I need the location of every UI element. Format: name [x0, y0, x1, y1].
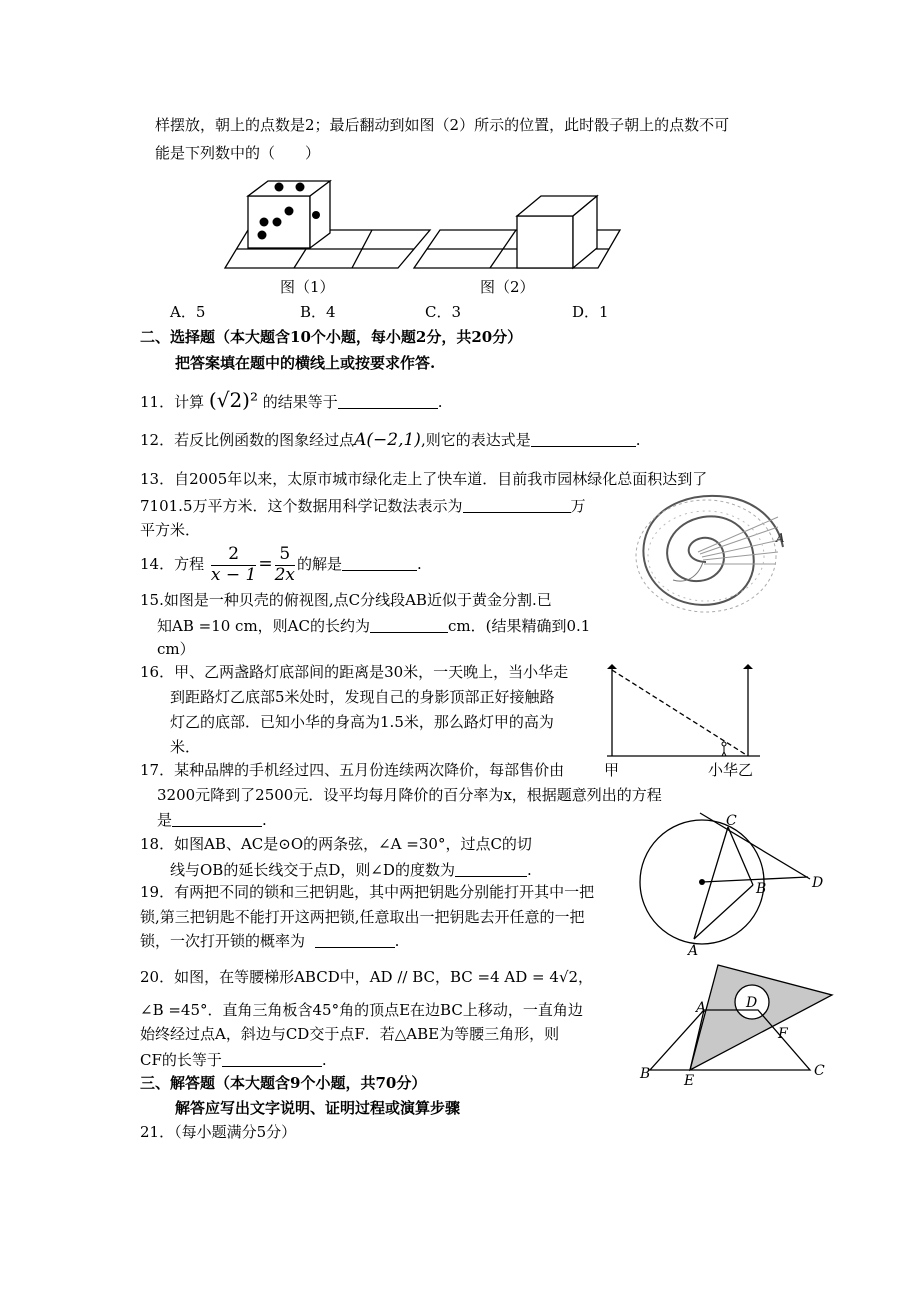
q18-line-2a: 线与OB的延长线交于点D，则∠D的度数为	[170, 861, 455, 879]
q20-line-1: 20．如图，在等腰梯形ABCD中，AD // BC，BC =4 AD = 4√2，	[140, 968, 594, 986]
q17-line-3b: .	[262, 811, 267, 829]
triangle-plate	[690, 965, 832, 1070]
intro-line-1: 样摆放，朝上的点数是2；最后翻动到如图（2）所示的位置，此时骰子朝上的点数不可	[155, 116, 730, 134]
q14-left-denominator: x − 1	[210, 564, 257, 585]
q12-point: A(−2,1)	[354, 430, 421, 450]
option-b: B．4	[300, 303, 336, 321]
trap-label-a: A	[696, 1000, 707, 1016]
q13-line-2a: 7101.5万平方米．这个数据用科学记数法表示为	[140, 497, 463, 515]
q14-number: 14．	[140, 555, 175, 574]
q17-line-3	[157, 812, 267, 828]
q13-line-2	[140, 498, 586, 514]
q18-line-1: 18．如图AB、AC是⊙O的两条弦，∠A =30°，过点C的切	[140, 835, 532, 853]
intro-line-2: 能是下列数中的（ ）	[155, 144, 321, 162]
q15-line-3: cm）	[157, 640, 195, 658]
q14-post: 的解是	[297, 555, 343, 574]
q19-line-2: 锁,第三把钥匙不能打开这两把锁,任意取出一把钥匙去开任意的一把	[140, 908, 585, 926]
q15-line-2a: 知AB =10 cm，则AC的长约为	[157, 617, 370, 635]
trap-label-b: B	[640, 1066, 651, 1082]
section2-title: 二、选择题（本大题含10个小题，每小题2分，共20分）	[140, 328, 523, 346]
q17-line-1: 17．某种品牌的手机经过四、五月份连续两次降价，每部售价由	[140, 761, 565, 779]
option-d: D．1	[572, 303, 609, 321]
light-ray	[612, 670, 748, 756]
lamp-label-jia: 甲	[604, 761, 620, 779]
q13-line-2b: 万	[570, 497, 586, 515]
q20-line-4b: .	[321, 1051, 327, 1069]
q19-line-1: 19．有两把不同的锁和三把钥匙，其中两把钥匙分别能打开其中一把	[140, 883, 595, 901]
section2-instruction: 把答案填在题中的横线上或按要求作答.	[175, 354, 436, 372]
q14-answer-blank[interactable]	[342, 556, 417, 571]
q20-line-4	[140, 1052, 327, 1068]
q12-end: .	[635, 431, 641, 449]
question-11	[140, 390, 443, 410]
q15-line-1: 15.如图是一种贝壳的俯视图,点C分线段AB近似于黄金分割.已	[140, 591, 552, 609]
fig1-caption: 图（1）	[280, 278, 335, 296]
q16-line-2: 到距路灯乙底部5米处时，发现自己的身影顶部正好接触路	[170, 688, 555, 706]
question-14	[140, 545, 422, 585]
q13-line-1: 13．自2005年以来，太原市城市绿化走上了快车道．目前我市园林绿化总面积达到了	[140, 470, 708, 488]
q12-answer-blank[interactable]	[531, 432, 636, 447]
q20-answer-blank[interactable]	[222, 1052, 322, 1067]
q18-answer-blank[interactable]	[455, 862, 527, 877]
question-21-header: 21．（每小题满分5分）	[140, 1123, 297, 1141]
chord-ac	[694, 827, 728, 939]
trap-label-d: D	[746, 995, 758, 1011]
q19-line-3	[140, 933, 399, 949]
q11-expression: (√2)²	[208, 388, 258, 412]
q18-line-2	[170, 862, 532, 878]
tangent-cd	[700, 813, 810, 879]
q20-line-2: ∠B =45°．直角三角板含45°角的顶点E在边BC上移动，一直角边	[140, 1001, 583, 1019]
fig2-caption: 图（2）	[480, 278, 535, 296]
section3-title: 三、解答题（本大题含9个小题，共70分）	[140, 1074, 427, 1092]
shell-label-a: A	[776, 531, 785, 545]
q16-line-3: 灯乙的底部．已知小华的身高为1.5米，那么路灯甲的高为	[170, 713, 554, 731]
lamp-figure	[600, 662, 770, 777]
q17-line-2: 3200元降到了2500元．设平均每月降价的百分率为x，根据题意列出的方程	[157, 786, 662, 804]
chord-cb	[728, 827, 753, 885]
q11-pre: 计算	[174, 393, 205, 411]
q19-line-3-text: 锁，一次打开锁的概率为	[140, 932, 306, 950]
q14-pre: 方程	[174, 555, 205, 574]
q12-pre: 若反比例函数的图象经过点	[174, 431, 355, 449]
trap-label-f: F	[778, 1026, 788, 1042]
q14-right-denominator: 2x	[274, 564, 296, 585]
center-o	[699, 879, 705, 885]
q19-end: .	[394, 932, 400, 950]
lamp-label-xiaohua-yi: 小华乙	[708, 761, 754, 779]
circle-figure	[628, 815, 838, 960]
q15-answer-blank[interactable]	[370, 618, 448, 633]
option-a: A．5	[170, 303, 206, 321]
q17-line-3a: 是	[157, 811, 173, 829]
q20-line-3: 始终经过点A，斜边与CD交于点F．若△ABE为等腰三角形，则	[140, 1025, 560, 1043]
label-a: A	[688, 943, 699, 959]
label-b: B	[756, 881, 767, 897]
q13-line-3: 平方米．	[140, 521, 201, 539]
trap-label-c: C	[814, 1063, 825, 1079]
q19-answer-blank[interactable]	[315, 933, 395, 948]
xiaohua-figure	[722, 742, 726, 756]
q11-post: 的结果等于	[262, 393, 338, 411]
q14-right-fraction	[275, 545, 295, 585]
q14-equals: =	[258, 554, 273, 575]
q20-line-4a: CF的长等于	[140, 1051, 222, 1069]
q11-end: .	[437, 393, 443, 411]
label-d: D	[812, 875, 824, 891]
label-c: C	[726, 813, 737, 829]
q11-number: 11．	[140, 393, 175, 411]
q17-answer-blank[interactable]	[172, 812, 262, 827]
q15-line-2	[157, 618, 590, 634]
q16-line-1: 16．甲、乙两盏路灯底部间的距离是30米，一天晚上，当小华走	[140, 663, 569, 681]
option-c: C．3	[425, 303, 462, 321]
q11-answer-blank[interactable]	[338, 394, 438, 409]
q14-left-fraction	[211, 545, 256, 585]
q15-line-2b: cm．(结果精确到0.1	[447, 617, 591, 635]
q12-number: 12．	[140, 431, 175, 449]
shell-figure	[628, 492, 786, 618]
q16-line-4: 米．	[170, 738, 201, 756]
q14-end: .	[417, 555, 422, 574]
q18-line-2b: .	[526, 861, 532, 879]
line-od	[702, 877, 808, 882]
trapezoid-figure	[640, 960, 840, 1089]
q14-left-numerator: 2	[211, 545, 256, 566]
question-12	[140, 432, 641, 449]
q12-post: ,则它的表达式是	[420, 431, 531, 449]
section3-instruction: 解答应写出文字说明、证明过程或演算步骤	[175, 1099, 461, 1117]
q14-right-numerator: 5	[275, 545, 295, 566]
trap-label-e: E	[684, 1073, 695, 1089]
q13-answer-blank[interactable]	[463, 498, 571, 513]
